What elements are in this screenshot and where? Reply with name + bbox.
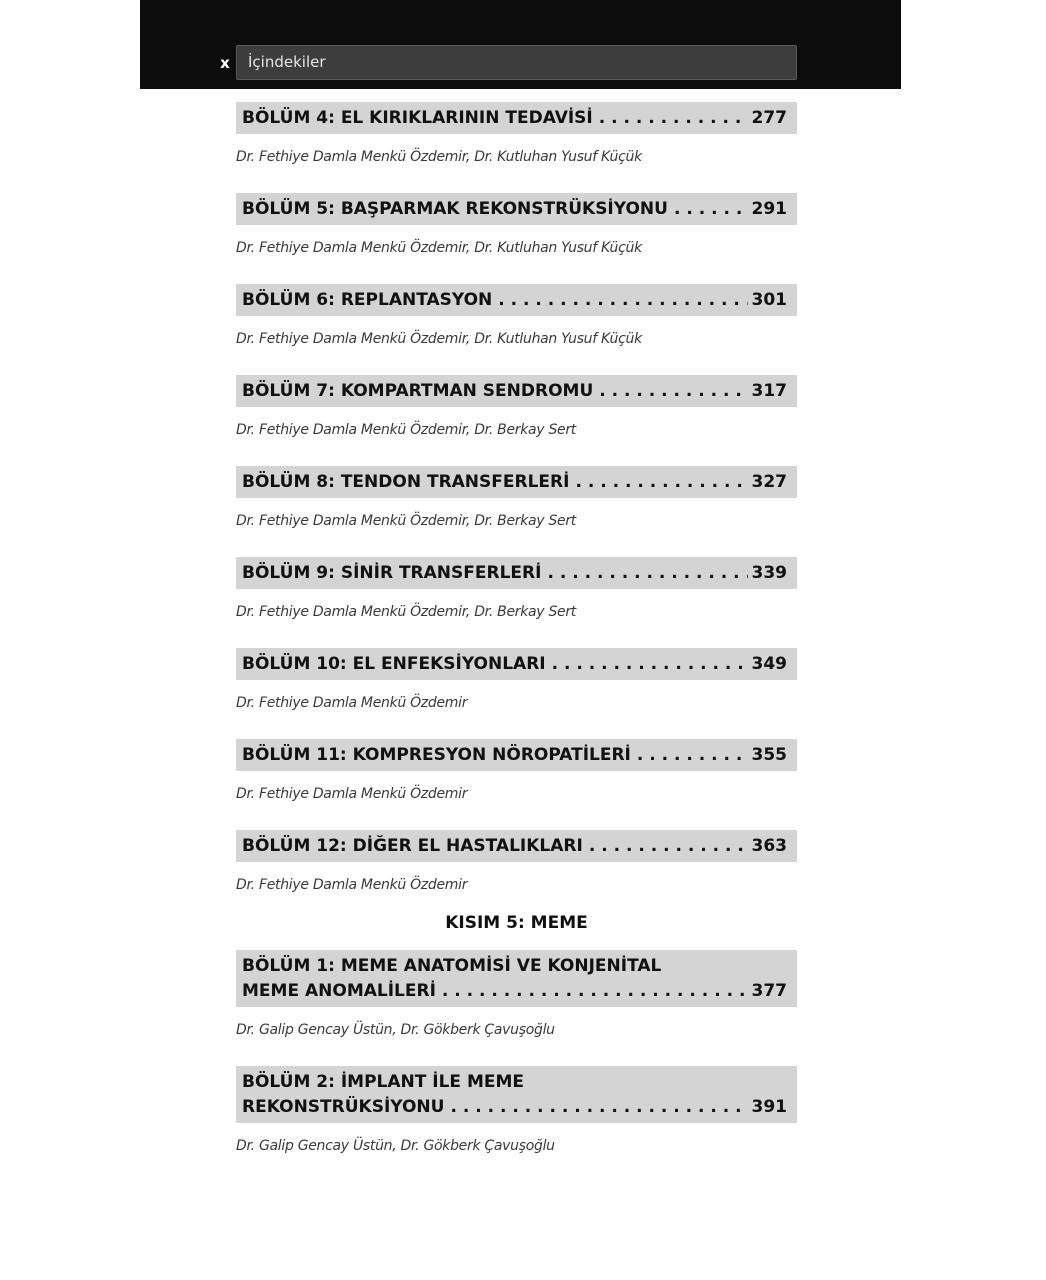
chapter-title-line2: MEME ANOMALİLERİ — [242, 981, 436, 1001]
chapter-title: BÖLÜM 9: SİNİR TRANSFERLERİ — [242, 563, 542, 583]
dot-leader — [498, 288, 747, 313]
chapter-authors: Dr. Fethiye Damla Menkü Özdemir, Dr. Kutluhan Yusuf Küçük — [236, 149, 642, 165]
chapter-authors: Dr. Fethiye Damla Menkü Özdemir, Dr. Kutluhan Yusuf Küçük — [236, 331, 642, 347]
close-button[interactable]: x — [220, 54, 230, 72]
dot-leader — [637, 743, 748, 768]
chapter-title: BÖLÜM 8: TENDON TRANSFERLERİ — [242, 472, 570, 492]
chapter-title-line2: REKONSTRÜKSİYONU — [242, 1097, 445, 1117]
chapter-authors: Dr. Galip Gencay Üstün, Dr. Gökberk Çavuşoğlu — [236, 1138, 555, 1154]
chapter-page: 377 — [751, 981, 787, 1001]
chapter-page: 327 — [751, 472, 787, 492]
chapter-title-bar[interactable] — [236, 102, 797, 134]
chapter-title-bar[interactable] — [236, 830, 797, 862]
chapter-page: 277 — [751, 108, 787, 128]
chapter-title-bar[interactable] — [236, 557, 797, 589]
dot-leader — [599, 379, 747, 404]
dot-leader — [552, 652, 748, 677]
chapter-authors: Dr. Fethiye Damla Menkü Özdemir — [236, 695, 468, 711]
chapter-title: BÖLÜM 10: EL ENFEKSİYONLARI — [242, 654, 546, 674]
chapter-page: 355 — [751, 745, 787, 765]
toc-entry — [236, 102, 797, 166]
toc-entry — [236, 648, 797, 712]
dot-leader — [589, 834, 748, 859]
chapter-title: BÖLÜM 6: REPLANTASYON — [242, 290, 493, 310]
part-title: KISIM 5: MEME — [445, 913, 588, 933]
dot-leader — [575, 470, 747, 495]
chapter-authors: Dr. Fethiye Damla Menkü Özdemir, Dr. Berkay Sert — [236, 604, 576, 620]
chapter-page: 339 — [751, 563, 787, 583]
chapter-title: BÖLÜM 7: KOMPARTMAN SENDROMU — [242, 381, 594, 401]
toc-entry — [236, 950, 797, 1039]
chapter-title-bar[interactable] — [236, 950, 797, 1007]
chapter-title: BÖLÜM 4: EL KIRIKLARININ TEDAVİSİ — [242, 108, 593, 128]
title-text: İçindekiler — [248, 53, 326, 71]
chapter-authors: Dr. Fethiye Damla Menkü Özdemir — [236, 786, 468, 802]
toc-entry — [236, 193, 797, 257]
dot-leader — [442, 979, 748, 1004]
toc-entry — [236, 830, 797, 894]
chapter-title-bar[interactable] — [236, 739, 797, 771]
toc-entry — [236, 1066, 797, 1155]
toc-entry — [236, 284, 797, 348]
title-field[interactable] — [236, 45, 797, 80]
chapter-title-bar[interactable] — [236, 466, 797, 498]
chapter-page: 349 — [751, 654, 787, 674]
dot-leader — [547, 561, 747, 586]
chapter-page: 301 — [751, 290, 787, 310]
dot-leader — [450, 1095, 747, 1120]
chapter-title-bar[interactable] — [236, 375, 797, 407]
toc-entry — [236, 557, 797, 621]
chapter-title: BÖLÜM 11: KOMPRESYON NÖROPATİLERİ — [242, 745, 631, 765]
chapter-authors: Dr. Galip Gencay Üstün, Dr. Gökberk Çavuşoğlu — [236, 1022, 555, 1038]
chapter-authors: Dr. Fethiye Damla Menkü Özdemir, Dr. Berkay Sert — [236, 513, 576, 529]
chapter-title-line1: BÖLÜM 1: MEME ANATOMİSİ VE KONJENİTAL — [242, 956, 662, 976]
chapter-page: 363 — [751, 836, 787, 856]
toc-entry — [236, 466, 797, 530]
chapter-authors: Dr. Fethiye Damla Menkü Özdemir, Dr. Kutluhan Yusuf Küçük — [236, 240, 642, 256]
chapter-title: BÖLÜM 12: DİĞER EL HASTALIKLARI — [242, 836, 583, 856]
chapter-title-bar[interactable] — [236, 1066, 797, 1123]
chapter-page: 317 — [751, 381, 787, 401]
dot-leader — [674, 197, 748, 222]
chapter-page: 291 — [751, 199, 787, 219]
table-of-contents — [236, 102, 797, 1155]
chapter-title-bar[interactable] — [236, 193, 797, 225]
chapter-title: BÖLÜM 5: BAŞPARMAK REKONSTRÜKSİYONU — [242, 199, 668, 219]
chapter-title-line1: BÖLÜM 2: İMPLANT İLE MEME — [242, 1072, 525, 1092]
chapter-title-bar[interactable] — [236, 648, 797, 680]
dot-leader — [599, 106, 748, 131]
toc-entry — [236, 375, 797, 439]
chapter-title-bar[interactable] — [236, 284, 797, 316]
chapter-authors: Dr. Fethiye Damla Menkü Özdemir — [236, 877, 468, 893]
chapter-page: 391 — [751, 1097, 787, 1117]
top-bar — [140, 0, 901, 89]
chapter-authors: Dr. Fethiye Damla Menkü Özdemir, Dr. Berkay Sert — [236, 422, 576, 438]
toc-entry — [236, 739, 797, 803]
